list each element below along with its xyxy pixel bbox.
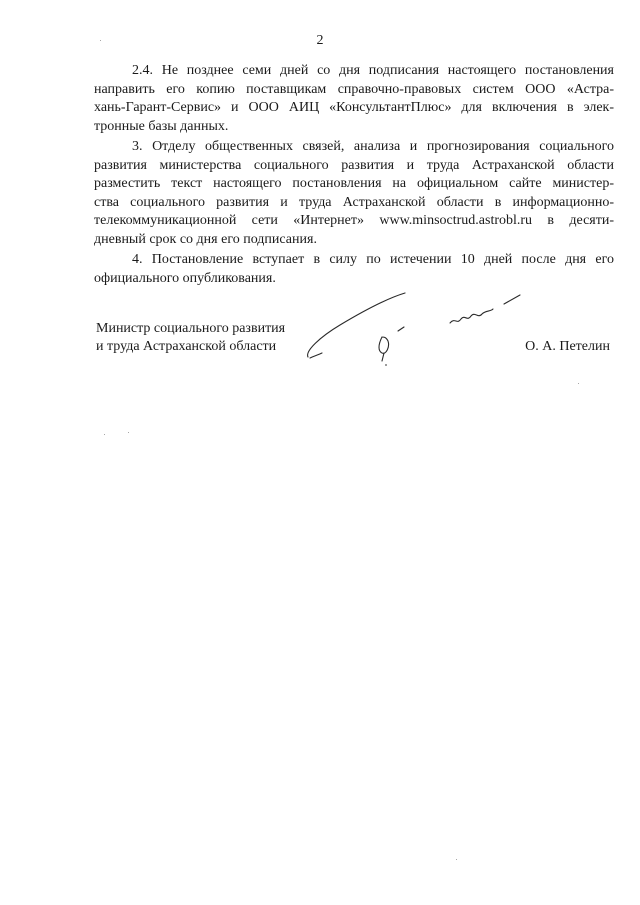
- scan-speck: [100, 40, 101, 41]
- paragraph-2-4: [94, 62, 614, 136]
- signer-title-line: Министр социального развития: [96, 321, 286, 336]
- text-line: направить его копию поставщикам справочно-правовых систем ООО «Астра-: [94, 81, 614, 97]
- text-line: разместить текст настоящего постановления на официальном сайте министер-: [94, 176, 614, 191]
- text-line: тронные базы данных.: [94, 118, 229, 134]
- signer-title-line: и труда Астраханской области: [96, 339, 277, 354]
- text-line: хань-Гарант-Сервис» и ООО АИЦ «КонсультантПлюс» для включения в элек-: [94, 100, 614, 115]
- signer-name: О. А. Петелин: [525, 339, 610, 354]
- paragraph-4: [94, 251, 614, 288]
- text-line: телекоммуникационной сети «Интернет» www.minsoctrud.astrobl.ru в десяти-: [94, 213, 614, 228]
- signer-title: [96, 320, 285, 356]
- scan-speck: [456, 859, 457, 860]
- text-line: 2.4. Не позднее семи дней со дня подписания настоящего постановления: [132, 63, 614, 78]
- scan-speck: [128, 432, 129, 433]
- text-line: ства социального развития и труда Астраханской области в информационно-: [94, 194, 614, 210]
- text-line: дневный срок со дня его подписания.: [94, 231, 317, 247]
- page-number: 2: [316, 33, 324, 48]
- signature-block: [96, 320, 616, 380]
- scan-speck: [104, 434, 105, 435]
- text-line: официального опубликования.: [94, 270, 276, 286]
- paragraph-3: [94, 138, 614, 249]
- text-line: развития министерства социального развития и труда Астраханской области: [94, 157, 614, 173]
- text-line: 3. Отделу общественных связей, анализа и прогнозирования социального: [132, 139, 614, 154]
- text-line: 4. Постановление вступает в силу по истечении 10 дней после дня его: [132, 252, 614, 267]
- scan-speck: [578, 383, 579, 384]
- document-body: [94, 62, 614, 290]
